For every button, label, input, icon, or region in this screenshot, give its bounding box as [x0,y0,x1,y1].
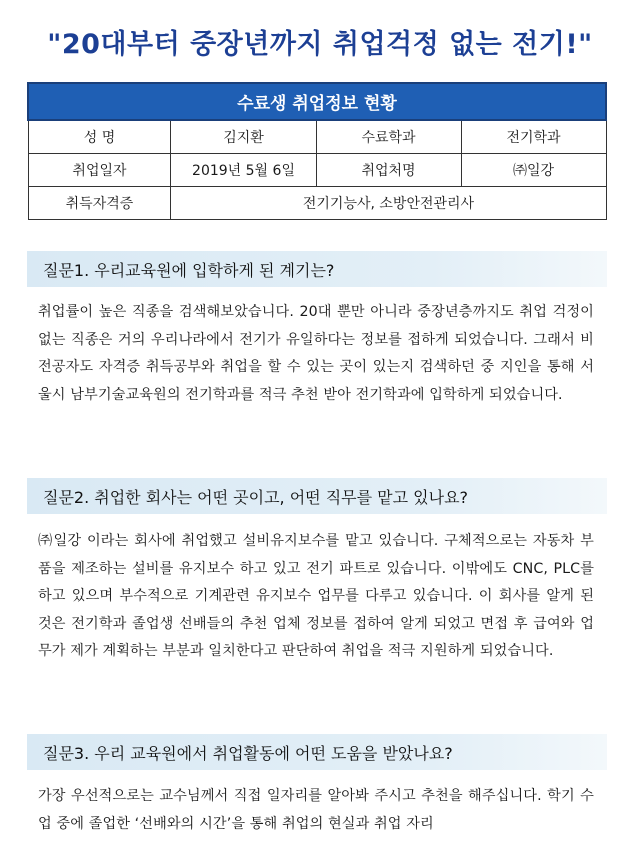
name-label: 성 명 [28,120,171,154]
question-2-text: 질문2. 취업한 회사는 어떤 곳이고, 어떤 직무를 맡고 있나요? [43,487,469,507]
answer-1-text: 취업률이 높은 직종을 검색해보았습니다. 20대 뿐만 아니라 중장년층까지도 취업 걱정이 없는 직종은 거의 우리나라에서 전기가 유일하다는 정보를 접하게 되었습니다. 그래서 비전공자도 자격증 취득공부와 취업을 할 수 있는 곳이 있는지 검색하던 중 지인을 통해 서울시 남부기술교육원의 전기학과를 적극 추천 받아 전기학과에 입학하게 되었습니다. [38,304,594,403]
question-3-banner [27,734,607,770]
cert-label: 취득자격증 [28,187,171,220]
question-1-banner [27,251,607,287]
employment-info-table [27,82,607,220]
question-1-text: 질문1. 우리교육원에 입학하게 된 계기는? [43,260,335,280]
cert-value: 전기기능사, 소방안전관리사 [171,187,606,220]
table-header: 수료생 취업정보 현황 [28,83,606,120]
answer-2-text: ㈜일강 이라는 회사에 취업했고 설비유지보수를 맡고 있습니다. 구체적으로는 자동차 부품을 제조하는 설비를 유지보수 하고 있고 전기 파트로 있습니다. 이밖에도 CNC, PLC를 하고 있으며 부수적으로 기계관련 유지보수 업무를 다루고 있습니다. 이 회사를 알게 된 것은 전기학과 졸업생 선배들의 추천 업체 정보를 접하여 알게 되었고 면접 후 급여와 업무가 제가 계획하는 부분과 일치한다고 판단하여 취업을 적극 지원하게 되었습니다. [38,533,594,660]
name-value: 김지환 [171,120,316,154]
course-value: 전기학과 [461,120,606,154]
company-label: 취업처명 [316,154,461,187]
course-label: 수료학과 [316,120,461,154]
question-2-banner [27,478,607,514]
date-label: 취업일자 [28,154,171,187]
company-value: ㈜일강 [461,154,606,187]
page-title: "20대부터 중장년까지 취업걱정 없는 전기!" [47,29,593,60]
question-3-text: 질문3. 우리 교육원에서 취업활동에 어떤 도움을 받았나요? [43,743,453,763]
date-value: 2019년 5월 6일 [171,154,316,187]
answer-3-text: 가장 우선적으로는 교수님께서 직접 일자리를 알아봐 주시고 추천을 해주십니다. 학기 수업 중에 졸업한 ‘선배와의 시간’을 통해 취업의 현실과 취업 자리 [38,788,594,832]
